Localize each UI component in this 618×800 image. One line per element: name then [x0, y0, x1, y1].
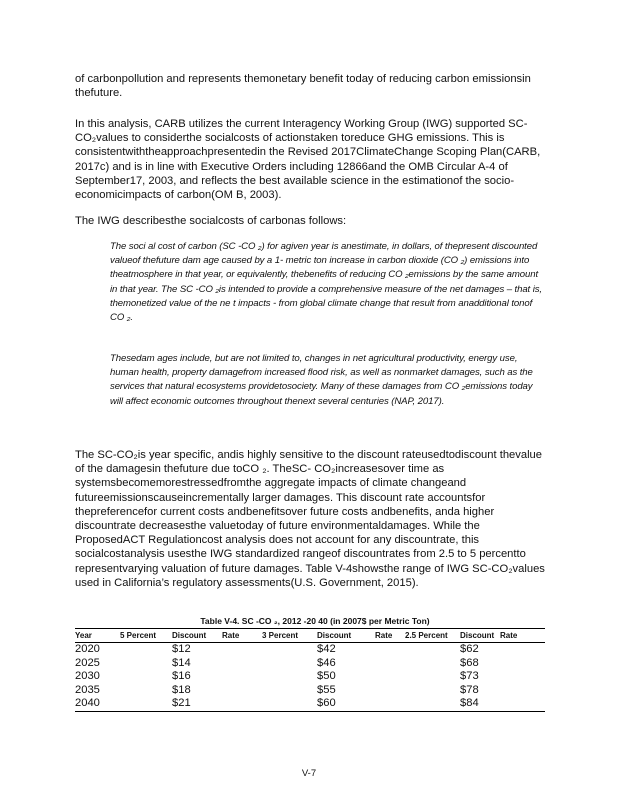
cell-3-percent: $50 [317, 670, 336, 683]
cell-3-percent: $46 [317, 656, 336, 669]
header-year: Year [75, 629, 120, 643]
header-5-percent: 5 Percent [120, 629, 172, 643]
table-caption: Table V-4. SC -CO ₂, 2012 -20 40 (in 2007$ per Metric Ton) [200, 616, 430, 626]
header-rate: Rate [500, 629, 545, 643]
header-2-5-percent: 2.5 Percent [405, 629, 460, 643]
cell-2-5-percent: $73 [460, 670, 479, 683]
header-discount: Discount [460, 629, 500, 643]
paragraph-carb-analysis: In this analysis, CARB utilizes the current Interagency Working Group (IWG) supported SC-CO₂values to considerthe socialcosts of actionstaken toreduce GHG emissions. This is consistentwiththeapproachpresentedin the Revised 2017ClimateChange Scoping Plan(CARB, 2017c) and is in line with Executive Orders including 12866and the OMB Circular A-4 of September17, 2003, and reflects the best available science in the estimationof the socio-economicimpacts of carbon(OM B, 2003). [75, 118, 541, 202]
table-row [75, 697, 545, 711]
cell-3-percent: $55 [317, 683, 336, 696]
cell-5-percent: $21 [172, 697, 222, 711]
table-row [75, 684, 545, 698]
paragraph-iwg-intro: The IWG describesthe socialcosts of carbonas follows: [75, 215, 347, 227]
cell-year: 2040 [75, 697, 120, 711]
block-quote-damages: Thesedam ages include, but are not limited to, changes in net agricultural productivity, energy use, human health, property damagefrom increased flood risk, as well as nonmarket damages, such as the services that natural ecosystems providetosociety. Many of these damages from CO ₂emissions today will affect economic outcomes throughout thenext several centuries (NAP, 2017). [110, 353, 533, 407]
cell-year: 2020 [75, 643, 100, 655]
cell-3-percent: $42 [317, 643, 336, 655]
table-row [75, 657, 545, 671]
header-discount: Discount [317, 629, 375, 643]
cell-2-5-percent: $78 [460, 683, 479, 696]
cell-2-5-percent: $68 [460, 656, 479, 669]
cell-5-percent: $12 [172, 643, 191, 655]
table-header-row [75, 629, 545, 643]
cell-year: 2030 [75, 670, 100, 683]
cell-5-percent: $14 [172, 656, 191, 669]
cell-5-percent: $16 [172, 670, 191, 683]
header-rate: Rate [375, 629, 405, 643]
header-3-percent: 3 Percent [262, 629, 317, 643]
page-number: V-7 [301, 768, 317, 779]
header-discount: Discount [172, 629, 222, 643]
cell-year: 2035 [75, 683, 100, 696]
table-row [75, 670, 545, 684]
sc-co2-table [75, 614, 545, 712]
block-quote-social-cost: The soci al cost of carbon (SC -CO ₂) for agiven year is anestimate, in dollars, of thepresent discounted valueof thefuture dam age caused by a 1- metric ton increase in carbon dioxide (CO ₂) emissions into theatmosphere in that year, or equivalently, thebenefits of reducing CO ₂emissions by the same amount in that year. The SC -CO ₂is intended to provide a comprehensive measure of the net damages – that is, themonetized value of the ne t impacts - from global climate change that result from anadditional tonof CO ₂. [110, 241, 542, 324]
cell-2-5-percent: $84 [460, 697, 500, 711]
paragraph-discount-rate: The SC-CO₂is year specific, andis highly sensitive to the discount rateusedtodiscount thevalue of the damagesin thefuture due toCO ₂. TheSC- CO₂increasesover time as systemsbecomemorestressedfromthe aggregate impacts of climate changeand futureemissionscauseincrementally larger damages. This discount rate accountsfor thepreferencefor current costs andbenefitsover future costs andbenefits, anda higher discountrate decreasesthe valuetoday of future environmentaldamages. While the ProposedACT Regulationcost analysis does not account for any discountrate, this socialcostanalysis usesthe IWG standardized rangeof discountrates from 2.5 to 5 percentto representvarying valuation of future damages. Table V-4showsthe range of IWG SC-CO₂values used in California’s regulatory assessments(U.S. Government, 2015). [75, 449, 545, 589]
header-rate: Rate [222, 629, 262, 643]
table-row [75, 643, 545, 657]
paragraph-carbon-pollution: of carbonpollution and represents themonetary benefit today of reducing carbon emissionsin thefuture. [75, 73, 531, 100]
cell-year: 2025 [75, 656, 100, 669]
cell-3-percent: $60 [317, 697, 375, 711]
cell-2-5-percent: $62 [460, 643, 479, 655]
cell-5-percent: $18 [172, 683, 191, 696]
